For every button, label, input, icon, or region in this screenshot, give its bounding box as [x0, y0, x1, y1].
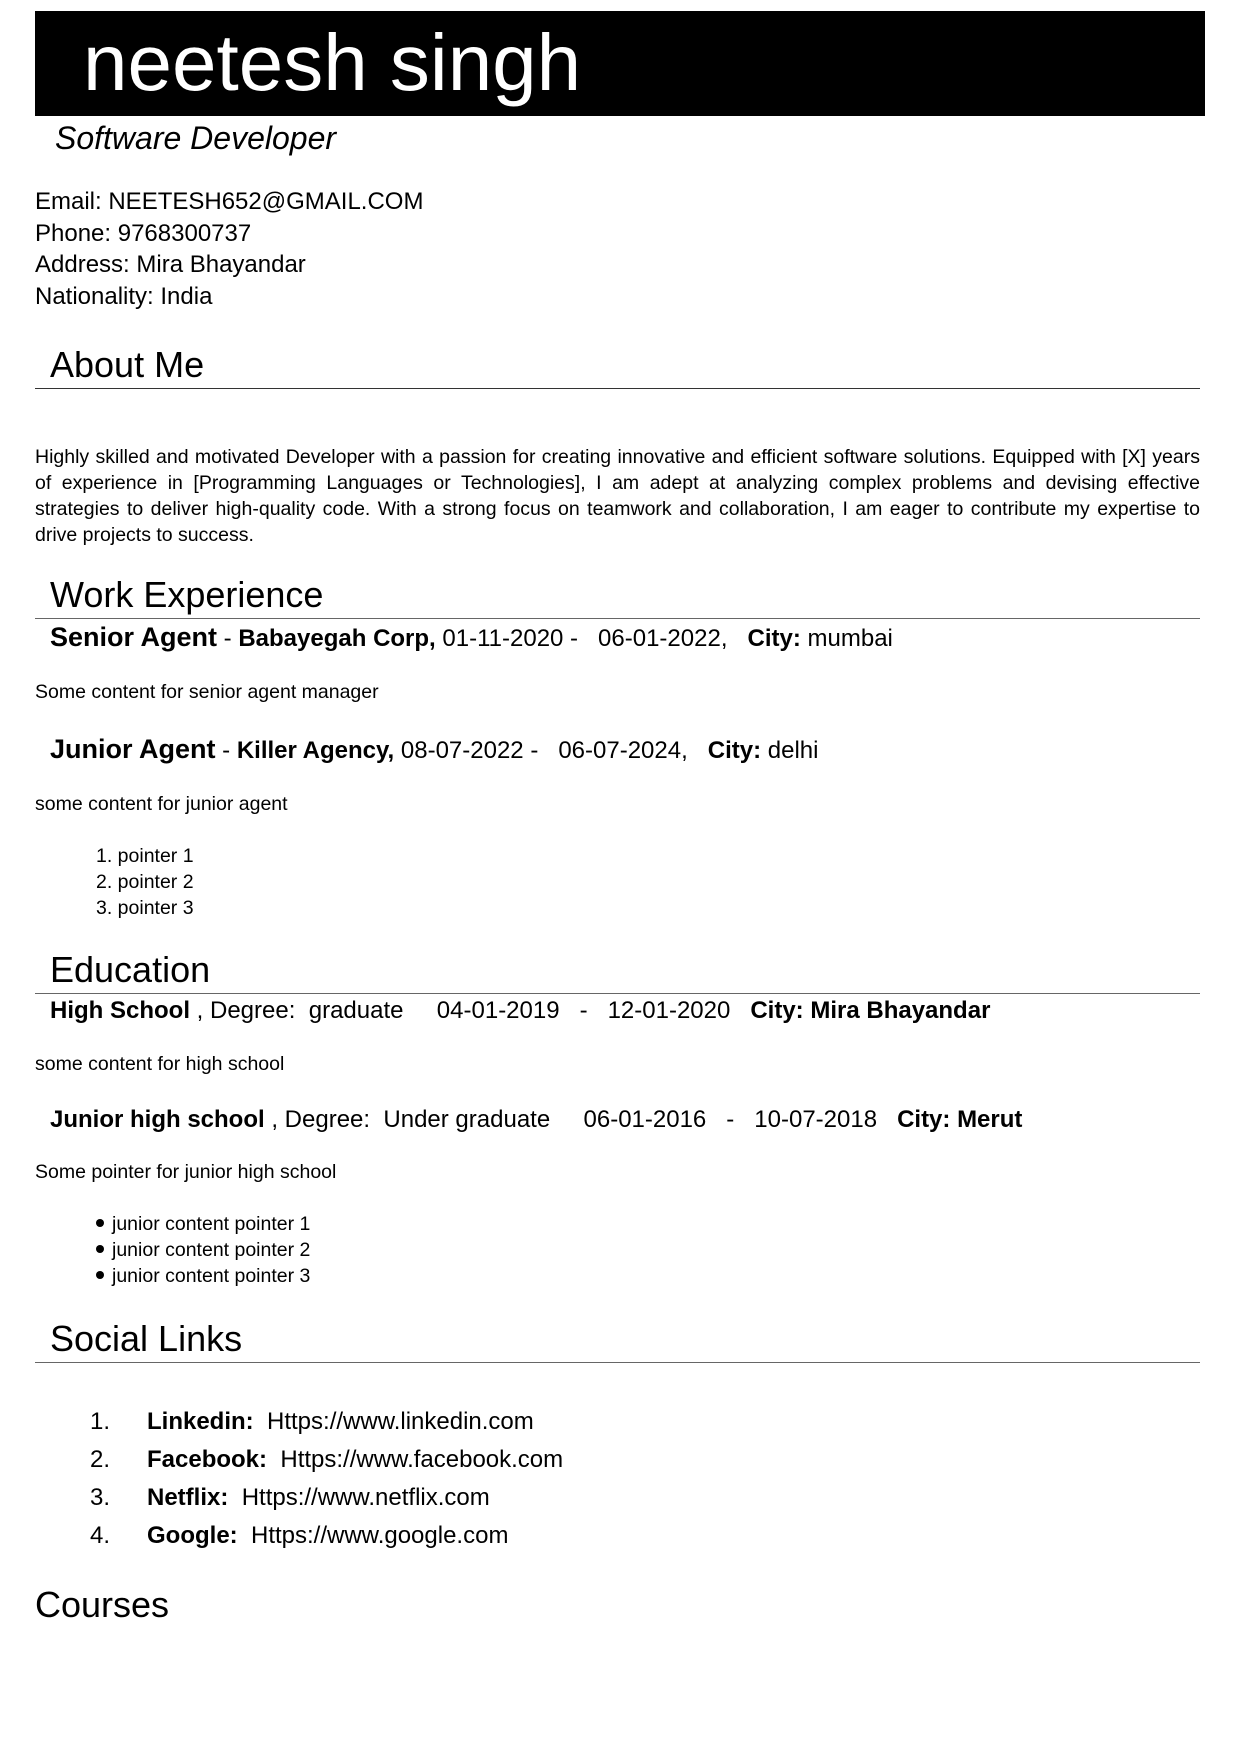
work-title: Junior Agent	[50, 734, 216, 764]
section-title: Work Experience	[50, 574, 324, 615]
social-link-facebook[interactable]	[90, 1441, 563, 1479]
list-item-text: junior content pointer 3	[112, 1265, 311, 1287]
link-url[interactable]: Https://www.linkedin.com	[267, 1408, 534, 1435]
work-dates: 08-07-2022 - 06-07-2024,	[394, 737, 708, 764]
list-number: 3.	[90, 1484, 111, 1511]
about-text: Highly skilled and motivated Developer with a passion for creating innovative and efficient software solutions. Equipped with [X] years of experience in [Programming Languages or Technologies], I am adept at analyzing complex problems and devising effective strategies to deliver high-quality code. With a strong focus on teamwork and collaboration, I am eager to contribute my expertise to drive projects to success.	[35, 446, 1200, 546]
work-pointers-list	[96, 843, 194, 921]
list-number: 1.	[90, 1408, 111, 1435]
section-heading-work	[35, 574, 1200, 619]
education-entry-header	[50, 996, 990, 1026]
work-city: mumbai	[800, 625, 893, 652]
list-item: 1. pointer 1	[96, 845, 194, 867]
section-title: Education	[50, 949, 211, 990]
work-title: Senior Agent	[50, 622, 218, 652]
school-name: Junior high school	[50, 1106, 265, 1133]
list-item	[96, 1211, 310, 1237]
list-item	[96, 1237, 310, 1263]
school-city: City: Merut	[897, 1106, 1023, 1133]
contact-nationality: Nationality: India	[35, 282, 213, 310]
work-description: some content for junior agent	[35, 793, 288, 815]
list-item: 2. pointer 2	[96, 871, 194, 893]
education-description: Some pointer for junior high school	[35, 1161, 337, 1183]
contact-info	[35, 186, 423, 312]
link-url[interactable]: Https://www.netflix.com	[241, 1484, 490, 1511]
social-link-google[interactable]	[90, 1517, 563, 1555]
section-heading-courses: Courses	[35, 1584, 170, 1625]
section-title: Social Links	[50, 1318, 243, 1359]
bullet-icon	[96, 1219, 104, 1227]
section-heading-education	[35, 949, 1200, 994]
education-pointers-list	[96, 1211, 310, 1289]
list-number: 2.	[90, 1446, 111, 1473]
contact-address: Address: Mira Bhayandar	[35, 251, 306, 278]
school-city: City: Mira Bhayandar	[750, 997, 991, 1024]
section-divider	[35, 388, 1200, 389]
school-name: High School	[50, 997, 190, 1024]
list-item-text: junior content pointer 2	[112, 1239, 311, 1261]
degree-dates: , Degree: Under graduate 06-01-2016 - 10-07-2018	[264, 1106, 898, 1133]
separator: -	[217, 625, 239, 652]
contact-phone: Phone: 9768300737	[35, 219, 252, 247]
job-title: Software Developer	[55, 120, 337, 156]
work-company: Killer Agency,	[236, 737, 395, 764]
contact-email: Email: NEETESH652@GMAIL.COM	[35, 188, 424, 215]
social-link-netflix[interactable]	[90, 1479, 563, 1517]
work-company: Babayegah Corp,	[238, 625, 436, 652]
work-city: delhi	[761, 737, 819, 764]
link-url[interactable]: Https://www.google.com	[251, 1522, 509, 1549]
city-label: City:	[747, 625, 801, 652]
section-divider	[35, 1362, 1200, 1363]
list-number: 4.	[90, 1522, 111, 1549]
bullet-icon	[96, 1271, 104, 1279]
section-divider	[35, 993, 1200, 994]
list-item: 3. pointer 3	[96, 897, 194, 919]
work-description: Some content for senior agent manager	[35, 681, 379, 703]
work-entry-header	[50, 622, 893, 654]
section-heading-about	[35, 344, 1200, 389]
education-description: some content for high school	[35, 1053, 285, 1075]
section-heading-social	[35, 1318, 1200, 1363]
candidate-name: neetesh singh	[83, 18, 582, 107]
section-title: About Me	[50, 344, 205, 385]
work-dates: 01-11-2020 - 06-01-2022,	[435, 625, 748, 652]
list-item	[96, 1263, 310, 1289]
link-label: Linkedin:	[147, 1408, 254, 1435]
link-label: Netflix:	[147, 1484, 229, 1511]
education-entry-header	[50, 1105, 1022, 1135]
work-entry-header	[50, 734, 818, 766]
city-label: City:	[707, 737, 762, 764]
social-link-linkedin[interactable]	[90, 1403, 563, 1441]
link-label: Google:	[147, 1522, 238, 1549]
name-banner	[35, 11, 1205, 116]
section-divider	[35, 618, 1200, 619]
link-url[interactable]: Https://www.facebook.com	[280, 1446, 564, 1473]
link-label: Facebook:	[147, 1446, 268, 1473]
degree-dates: , Degree: graduate 04-01-2019 - 12-01-2020	[190, 997, 751, 1024]
bullet-icon	[96, 1245, 104, 1253]
list-item-text: junior content pointer 1	[112, 1213, 311, 1235]
separator: -	[215, 737, 237, 764]
social-links-list	[90, 1403, 563, 1555]
